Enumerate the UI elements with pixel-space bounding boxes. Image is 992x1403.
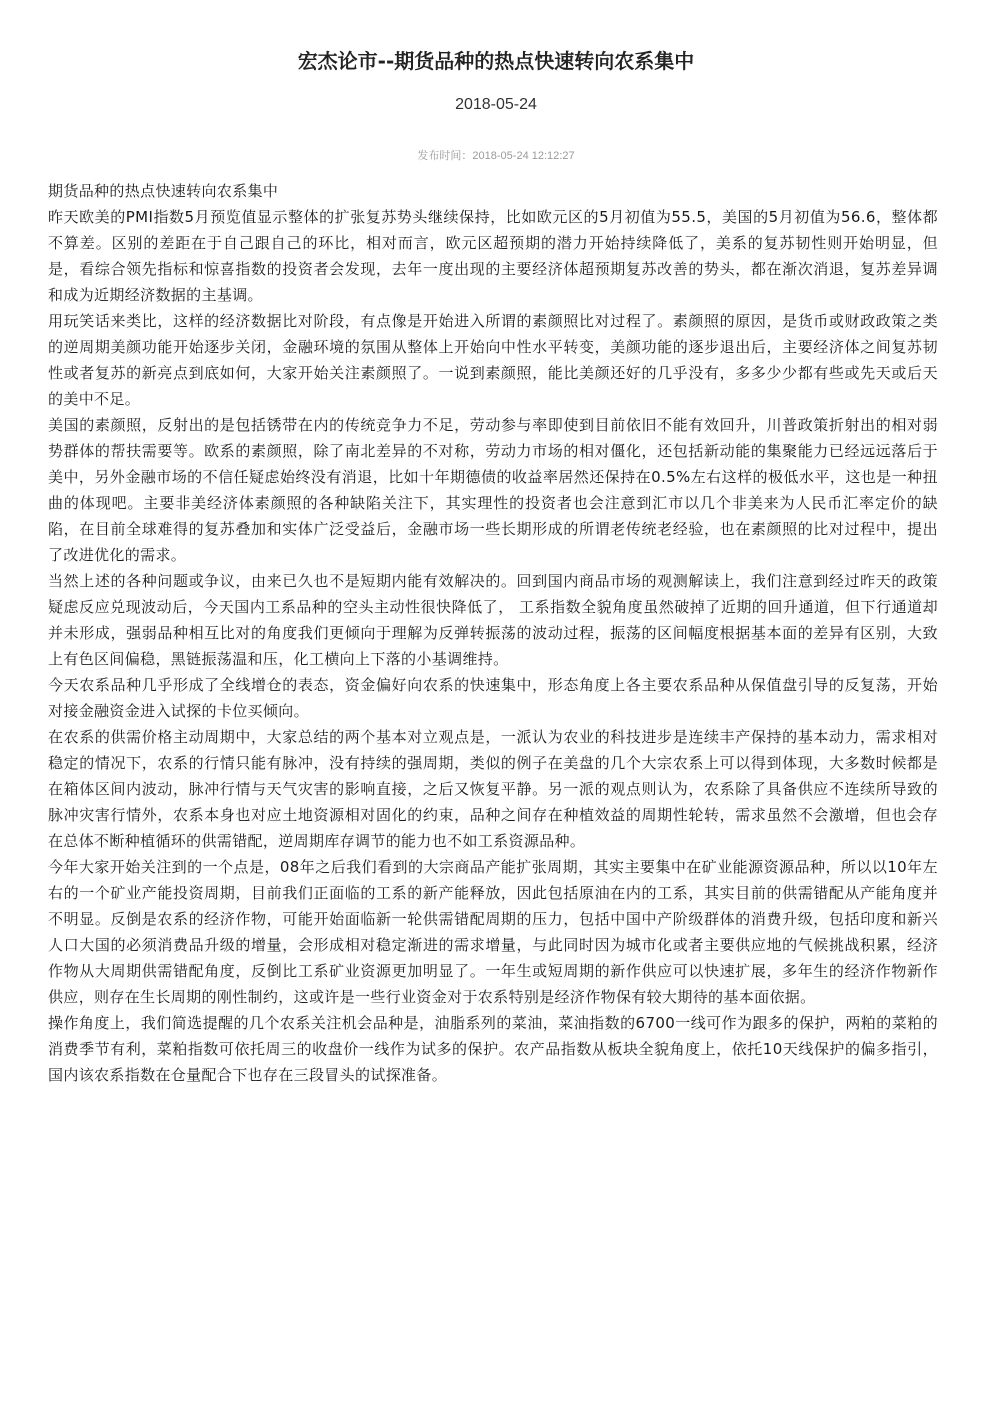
article-paragraph: 今天农系品种几乎形成了全线增仓的表态，资金偏好向农系的快速集中，形态角度上各主要农系品种从保值盘引导的反复荡，开始对接金融资金进入试探的卡位买倾向。: [48, 676, 938, 720]
publish-time: 发布时间：2018-05-24 12:12:27: [417, 150, 575, 162]
article-paragraph: 操作角度上，我们简选提醒的几个农系关注机会品种是，油脂系列的菜油，菜油指数的6700一线可作为跟多的保护，两粕的菜粕的消费季节有利，菜粕指数可依托周三的收盘价一线作为试多的保护。农产品指数从板块全貌角度上，依托10天线保护的偏多指引，国内该农系指数在仓量配合下也存在三段冒头的试探准备。: [48, 1014, 938, 1084]
article-title: 宏杰论市--期货品种的热点快速转向农系集中: [297, 49, 695, 73]
article-paragraph: 用玩笑话来类比，这样的经济数据比对阶段，有点像是开始进入所谓的素颜照比对过程了。素颜照的原因，是货币或财政政策之类的逆周期美颜功能开始逐步关闭，金融环境的氛围从整体上开始向中性水平转变，美颜功能的逐步退出后，主要经济体之间复苏韧性或者复苏的新亮点到底如何，大家开始关注素颜照了。一说到素颜照，能比美颜还好的几乎没有，多多少少都有些或先天或后天的美中不足。: [48, 312, 938, 408]
article-paragraph: 当然上述的各种问题或争议，由来已久也不是短期内能有效解决的。回到国内商品市场的观测解读上，我们注意到经过昨天的政策疑虑反应兑现波动后，今天国内工系品种的空头主动性很快降低了， 工系指数全貌角度虽然破掉了近期的回升通道，但下行通道却并未形成，强弱品种相互比对的角度我们更倾向于理解为反弹转振荡的波动过程，振荡的区间幅度根据基本面的差异有区别，大致上有色区间偏稳，黑链振荡温和压，化工横向上下落的小基调维持。: [48, 572, 938, 668]
article-date: 2018-05-24: [455, 96, 537, 113]
article-paragraph: 在农系的供需价格主动周期中，大家总结的两个基本对立观点是，一派认为农业的科技进步是连续丰产保持的基本动力，需求相对稳定的情况下，农系的行情只能有脉冲，没有持续的强周期，类似的例子在美盘的几个大宗农系上可以得到体现，大多数时候都是在箱体区间内波动，脉冲行情与天气灾害的影响直接，之后又恢复平静。另一派的观点则认为，农系除了具备供应不连续所导致的脉冲灾害行情外，农系本身也对应土地资源相对固化的约束，品种之间存在种植效益的周期性轮转，需求虽然不会激增，但也会存在总体不断种植循环的供需错配，逆周期库存调节的能力也不如工系资源品种。: [48, 728, 938, 850]
article-subheading: 期货品种的热点快速转向农系集中: [48, 182, 279, 200]
article-paragraph: 美国的素颜照，反射出的是包括锈带在内的传统竞争力不足，劳动参与率即使到目前依旧不能有效回升，川普政策折射出的相对弱势群体的帮扶需要等。欧系的素颜照，除了南北差异的不对称，劳动力市场的相对僵化，还包括新动能的集聚能力已经远远落后于美中，另外金融市场的不信任疑虑始终没有消退，比如十年期德债的收益率居然还保持在0.5%左右这样的极低水平，这也是一种扭曲的体现吧。主要非美经济体素颜照的各种缺陷关注下，其实理性的投资者也会注意到汇市以几个非美来为人民币汇率定价的缺陷，在目前全球难得的复苏叠加和实体广泛受益后，金融市场一些长期形成的所谓老传统老经验，也在素颜照的比对过程中，提出了改进优化的需求。: [48, 416, 938, 564]
article-paragraph: 今年大家开始关注到的一个点是，08年之后我们看到的大宗商品产能扩张周期，其实主要集中在矿业能源资源品种，所以以10年左右的一个矿业产能投资周期，目前我们正面临的工系的新产能释放，因此包括原油在内的工系，其实目前的供需错配从产能角度并不明显。反倒是农系的经济作物，可能开始面临新一轮供需错配周期的压力，包括中国中产阶级群体的消费升级，包括印度和新兴人口大国的必须消费品升级的增量，会形成相对稳定渐进的需求增量，与此同时因为城市化或者主要供应地的气候挑战积累，经济作物从大周期供需错配角度，反倒比工系矿业资源更加明显了。一年生或短周期的新作供应可以快速扩展，多年生的经济作物新作供应，则存在生长周期的刚性制约，这或许是一些行业资金对于农系特别是经济作物保有较大期待的基本面依据。: [48, 858, 938, 1006]
article-body: [48, 178, 938, 1088]
article-paragraph: 昨天欧美的PMI指数5月预览值显示整体的扩张复苏势头继续保持，比如欧元区的5月初值为55.5，美国的5月初值为56.6，整体都不算差。区别的差距在于自己跟自己的环比，相对而言，欧元区超预期的潜力开始持续降低了，美系的复苏韧性则开始明显，但是，看综合领先指标和惊喜指数的投资者会发现，去年一度出现的主要经济体超预期复苏改善的势头，都在渐次消退，复苏差异调和成为近期经济数据的主基调。: [48, 208, 938, 304]
